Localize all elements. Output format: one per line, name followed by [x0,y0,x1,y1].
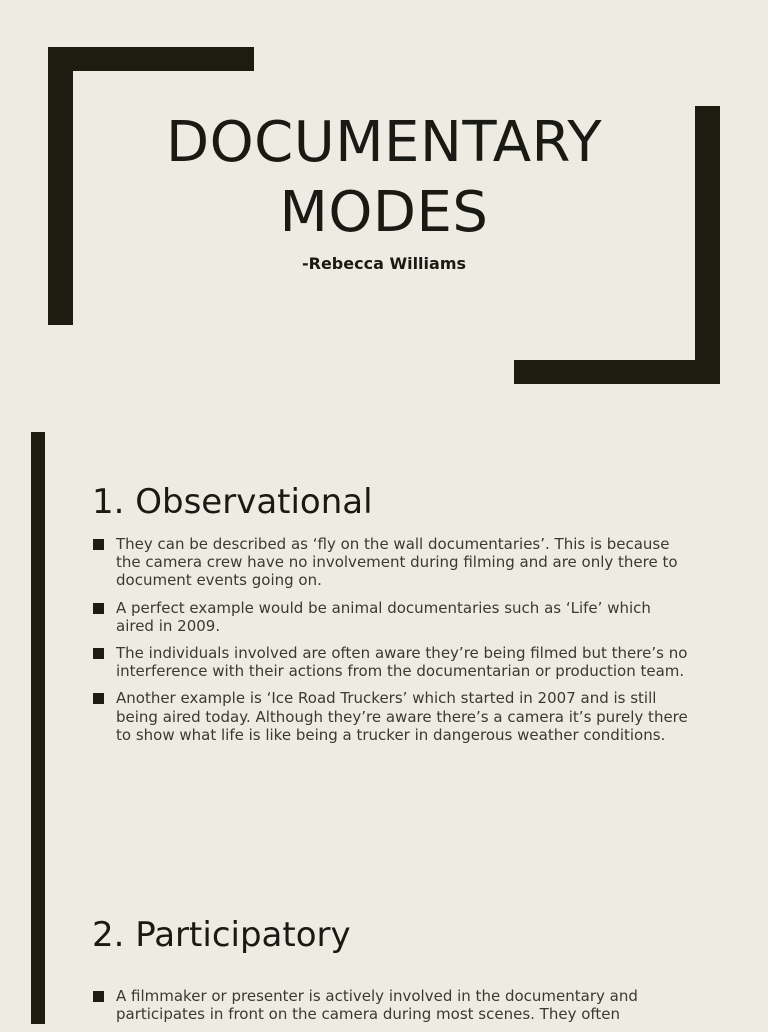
bullet-item [92,599,692,635]
participatory-bullet-list [92,987,692,1032]
bullet-item [92,987,692,1023]
square-bullet-icon [93,991,104,1002]
left-accent-bar [31,432,45,865]
frame-bar-top-left-horizontal [48,47,254,71]
bullet-item [92,535,692,590]
participatory-slide [0,865,768,1024]
bullet-text: Another example is ‘Ice Road Truckers’ which started in 2007 and is still being aired today. Although they’re aware there’s a camera it’s purely there to show what life is like being a trucker in dangerous weather conditions. [116,689,688,744]
title-line-2: MODES [279,180,489,245]
section-heading-observational: 1. Observational [92,482,373,522]
bullet-text: A perfect example would be animal documentaries such as ‘Life’ which aired in 2009. [116,598,651,635]
bullet-item [92,689,692,744]
title-line-1: DOCUMENTARY [165,110,603,175]
title-slide [0,0,768,432]
author-name: -Rebecca Williams [301,254,467,273]
observational-bullet-list [92,535,692,753]
presentation-title [80,108,688,248]
frame-bar-bottom-right-horizontal [514,360,720,384]
left-accent-bar [31,865,45,1024]
square-bullet-icon [93,603,104,614]
square-bullet-icon [93,648,104,659]
frame-bar-bottom-right-vertical [695,106,720,384]
bullet-text: They can be described as ‘fly on the wall documentaries’. This is because the camera crew have no involvement during filming and are only there to document events going on. [116,535,678,590]
observational-slide [0,432,768,865]
bullet-item [92,644,692,680]
square-bullet-icon [93,539,104,550]
square-bullet-icon [93,693,104,704]
frame-bar-top-left-vertical [48,47,73,325]
bullet-text: A filmmaker or presenter is actively involved in the documentary and participates in front on the camera during most scenes. They often [116,987,638,1024]
bullet-text: The individuals involved are often aware they’re being filmed but there’s no interference with their actions from the documentarian or production team. [116,644,688,681]
section-heading-participatory: 2. Participatory [92,915,351,955]
